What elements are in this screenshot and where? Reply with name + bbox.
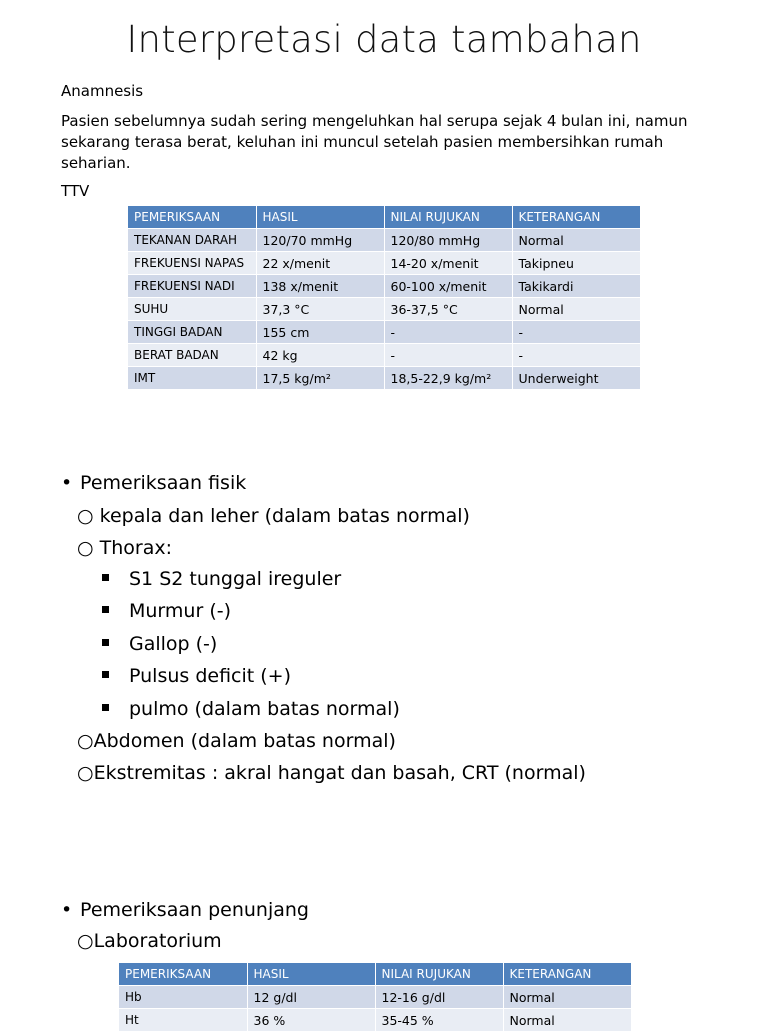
table-cell: TINGGI BADAN <box>128 321 256 344</box>
bullet-dot-icon: • <box>61 471 74 495</box>
table-row <box>119 1009 631 1031</box>
header-cell: HASIL <box>256 206 384 229</box>
table-cell: BERAT BADAN <box>128 344 256 367</box>
header-cell: PEMERIKSAAN <box>128 206 256 229</box>
circle-bullet-icon: ○ <box>77 930 94 952</box>
table-cell: Takikardi <box>512 275 640 298</box>
square-bullet-icon <box>102 574 109 581</box>
table-cell: Normal <box>503 1009 631 1031</box>
kepala-text: kepala dan leher (dalam batas normal) <box>100 505 470 527</box>
page-title: Interpretasi data tambahan <box>0 18 768 61</box>
table-cell: 17,5 kg/m² <box>256 367 384 390</box>
table-cell: - <box>512 344 640 367</box>
square-bullet-icon <box>102 671 109 678</box>
table-cell: 37,3 °C <box>256 298 384 321</box>
table-cell: FREKUENSI NADI <box>128 275 256 298</box>
thorax-subitem <box>102 632 217 656</box>
thorax-text: Thorax: <box>100 537 172 559</box>
square-bullet-icon <box>102 704 109 711</box>
fisik-heading <box>61 471 246 495</box>
table-cell: IMT <box>128 367 256 390</box>
circle-bullet-icon: ○ <box>77 730 94 752</box>
table-cell: 155 cm <box>256 321 384 344</box>
table-cell: 36 % <box>247 1009 375 1031</box>
thorax-subitem-text: pulmo (dalam batas normal) <box>129 698 400 720</box>
anamnesis-text: Pasien sebelumnya sudah sering mengeluhkan hal serupa sejak 4 bulan ini, namun sekarang terasa berat, keluhan ini muncul setelah pasien membersihkan rumah seharian. <box>61 111 721 174</box>
table-row <box>128 252 640 275</box>
header-cell: KETERANGAN <box>512 206 640 229</box>
abdomen-text: Abdomen (dalam batas normal) <box>94 730 396 752</box>
header-cell: NILAI RUJUKAN <box>384 206 512 229</box>
lab-text: Laboratorium <box>94 930 222 952</box>
circle-bullet-icon: ○ <box>77 537 100 559</box>
thorax-subitem <box>102 697 400 721</box>
table-cell: 36-37,5 °C <box>384 298 512 321</box>
fisik-heading-text: Pemeriksaan fisik <box>80 472 246 494</box>
ttv-label: TTV <box>61 182 89 200</box>
table-cell: Hb <box>119 986 247 1009</box>
header-cell: KETERANGAN <box>503 963 631 986</box>
table-cell: Normal <box>512 298 640 321</box>
ttv-table <box>128 206 641 389</box>
thorax-subitem-text: Gallop (-) <box>129 633 217 655</box>
table-cell: 120/70 mmHg <box>256 229 384 252</box>
table-cell: 18,5-22,9 kg/m² <box>384 367 512 390</box>
lab-item <box>77 929 222 953</box>
thorax-subitem <box>102 599 231 623</box>
thorax-subitem <box>102 664 291 688</box>
thorax-subitem-text: S1 S2 tunggal ireguler <box>129 568 341 590</box>
table-row <box>119 986 631 1009</box>
table-cell: Normal <box>503 986 631 1009</box>
table-cell: Takipneu <box>512 252 640 275</box>
table-row <box>128 298 640 321</box>
thorax-subitem-text: Pulsus deficit (+) <box>129 665 291 687</box>
table-cell: 22 x/menit <box>256 252 384 275</box>
kepala-item <box>77 504 470 528</box>
thorax-subitem-text: Murmur (-) <box>129 600 231 622</box>
square-bullet-icon <box>102 639 109 646</box>
table-cell: 12 g/dl <box>247 986 375 1009</box>
header-cell: NILAI RUJUKAN <box>375 963 503 986</box>
table-cell: SUHU <box>128 298 256 321</box>
circle-bullet-icon: ○ <box>77 762 94 784</box>
lab-table <box>119 963 632 1031</box>
ekstremitas-text: Ekstremitas : akral hangat dan basah, CRT (normal) <box>94 762 586 784</box>
penunjang-heading <box>61 898 309 922</box>
table-row <box>128 275 640 298</box>
table-cell: 35-45 % <box>375 1009 503 1031</box>
table-cell: Ht <box>119 1009 247 1031</box>
table-cell: Normal <box>512 229 640 252</box>
table-row <box>128 344 640 367</box>
table-cell: 42 kg <box>256 344 384 367</box>
table-cell: 14-20 x/menit <box>384 252 512 275</box>
header-cell: PEMERIKSAAN <box>119 963 247 986</box>
table-cell: Underweight <box>512 367 640 390</box>
table-cell: 120/80 mmHg <box>384 229 512 252</box>
bullet-dot-icon: • <box>61 898 74 922</box>
table-header-row <box>128 206 640 229</box>
table-row <box>128 321 640 344</box>
table-cell: - <box>512 321 640 344</box>
table-cell: 138 x/menit <box>256 275 384 298</box>
table-cell: - <box>384 344 512 367</box>
thorax-item <box>77 536 172 560</box>
penunjang-heading-text: Pemeriksaan penunjang <box>80 899 309 921</box>
table-cell: - <box>384 321 512 344</box>
header-cell: HASIL <box>247 963 375 986</box>
table-cell: FREKUENSI NAPAS <box>128 252 256 275</box>
table-cell: 60-100 x/menit <box>384 275 512 298</box>
table-cell: 12-16 g/dl <box>375 986 503 1009</box>
square-bullet-icon <box>102 606 109 613</box>
circle-bullet-icon: ○ <box>77 505 100 527</box>
table-cell: TEKANAN DARAH <box>128 229 256 252</box>
ekstremitas-item <box>77 761 586 785</box>
abdomen-item <box>77 729 396 753</box>
table-header-row <box>119 963 631 986</box>
table-row <box>128 367 640 390</box>
anamnesis-label: Anamnesis <box>61 82 143 100</box>
thorax-subitem <box>102 567 341 591</box>
table-row <box>128 229 640 252</box>
